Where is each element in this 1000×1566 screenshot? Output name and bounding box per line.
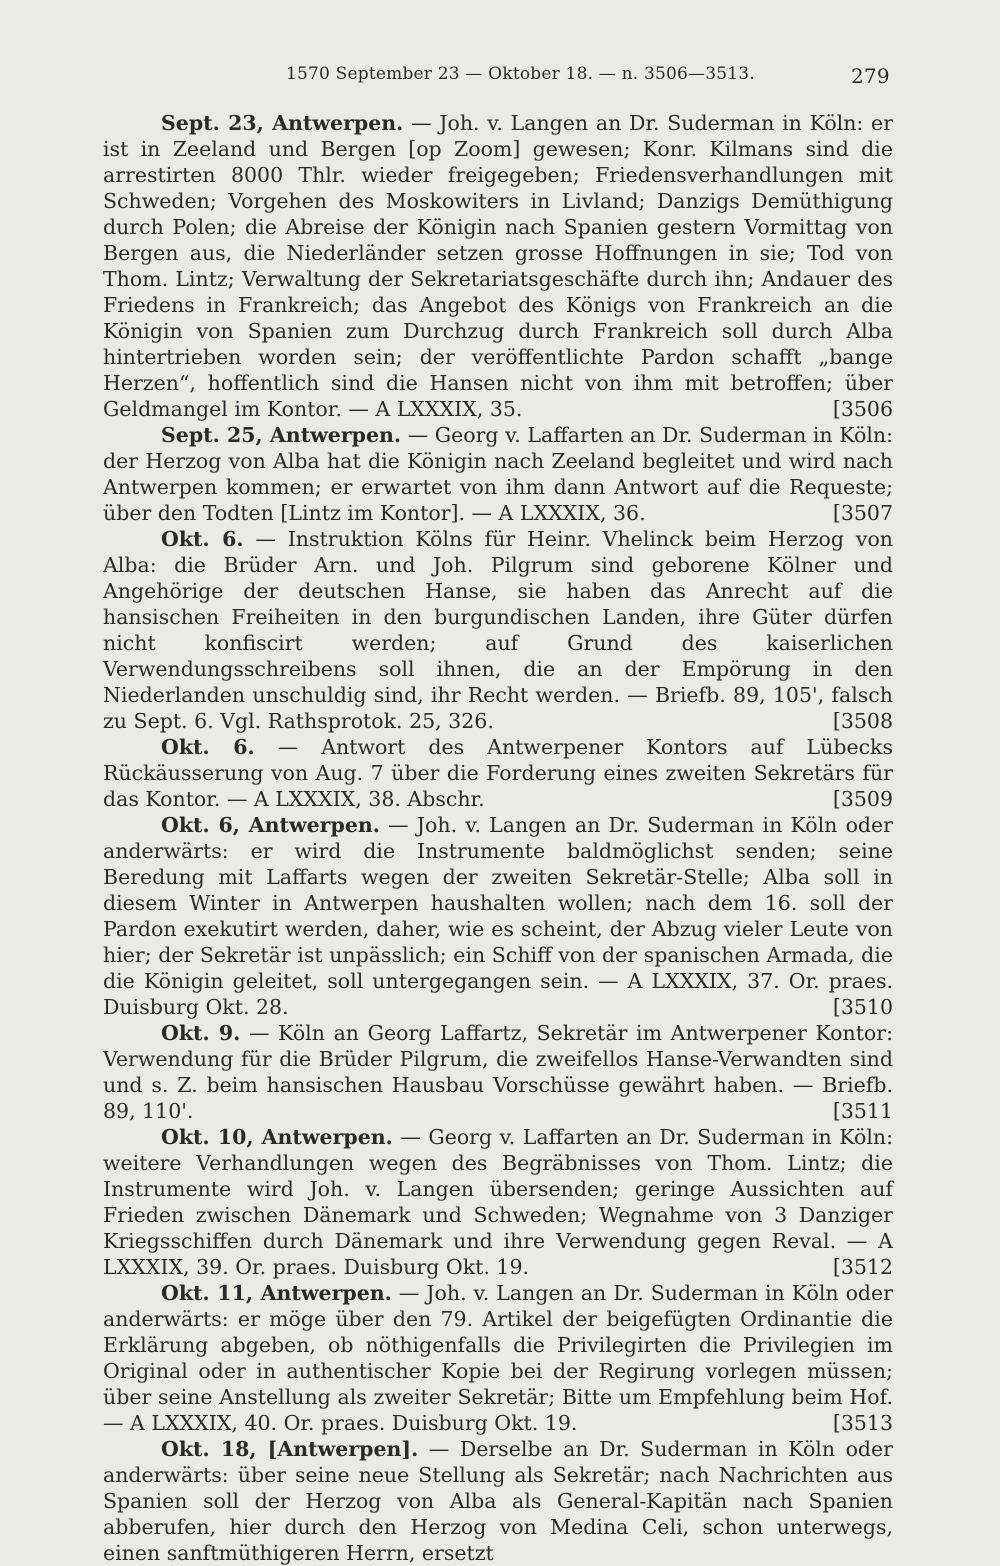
entry-date-place: Sept. 25, Antwerpen. [161,423,402,447]
entry-number: [3513 [832,1411,893,1435]
entry-3513 [103,1280,893,1436]
entry-date-place: Okt. 9. [161,1021,241,1045]
entry-continued [103,1436,893,1566]
entry-text: — Georg v. Laffarten an Dr. Suderman in Köln: weitere Verhandlungen wegen des Begräbnisses von Thom. Lintz; die Instrumente wird Joh. v. Langen übersenden; geringe Aussichten auf Frieden zwischen Dänemark und Schweden; Wegnahme von 3 Danziger Kriegsschiffen durch Dänemark und ihre Verwendung gegen Reval. — A LXXXIX, 39. Or. praes. Duisburg Okt. 19. [103,1125,893,1279]
entry-number: [3511 [832,1099,893,1123]
entry-date-place: Okt. 6. [161,527,244,551]
entry-text: — Joh. v. Langen an Dr. Suderman in Köln oder anderwärts: er möge über den 79. Artikel der beigefügten Ordinantie die Erklärung abgeben, ob nöthigenfalls die Privilegirten die Privilegien im Original oder in authentischer Kopie bei der Regirung vorlegen müssen; über seine Anstellung als zweiter Sekretär; Bitte um Empfehlung beim Hof. — A LXXXIX, 40. Or. praes. Duisburg Okt. 19. [103,1281,893,1435]
entry-text: — Joh. v. Langen an Dr. Suderman in Köln oder anderwärts: er wird die Instrumente baldmöglichst senden; seine Beredung mit Laffarts wegen der zweiten Sekretär-Stelle; Alba soll in diesem Winter in Antwerpen haushalten wollen; nach dem 16. soll der Pardon exekutirt werden, daher, wie es scheint, der Abzug vieler Leute von hier; der Sekretär ist unpässlich; ein Schiff von der spanischen Armada, die die Königin geleitet, soll untergegangen sein. — A LXXXIX, 37. Or. praes. Duisburg Okt. 28. [103,813,893,1019]
entry-date-place: Okt. 10, Antwerpen. [161,1125,393,1149]
entry-text: — Instruktion Kölns für Heinr. Vhelinck beim Herzog von Alba: die Brüder Arn. und Joh. Pilgrum sind geborene Kölner und Angehörige der deutschen Hanse, sie haben das Anrecht auf die hansischen Freiheiten in den burgundischen Landen, ihre Güter dürfen nicht konfiscirt werden; auf Grund des kaiserlichen Verwendungsschreibens soll ihnen, die an der Empörung in den Niederlanden unschuldig sind, ihr Recht werden. — Briefb. 89, 105', falsch zu Sept. 6. Vgl. Rathsprotok. 25, 326. [103,527,893,733]
entry-3506 [103,110,893,422]
entry-date-place: Okt. 6, Antwerpen. [161,813,380,837]
entry-text: — Derselbe an Dr. Suderman in Köln oder anderwärts: über seine neue Stellung als Sekretär; nach Nachrichten aus Spanien soll der Herzog von Alba als General-Kapitän nach Spanien abberufen, hier durch den Herzog von Medina Celi, schon unterwegs, einen sanftmüthigeren Herrn, ersetzt [103,1437,893,1565]
entry-text: — Köln an Georg Laffartz, Sekretär im Antwerpener Kontor: Verwendung für die Brüder Pilgrum, die zweifellos Hanse-Verwandten sind und s. Z. beim hansischen Hausbau Vorschüsse gewährt haben. — Briefb. 89, 110'. [103,1021,893,1123]
entry-3507 [103,422,893,526]
entry-number: [3510 [832,995,893,1019]
page-body [103,110,893,1566]
entry-3511 [103,1020,893,1124]
entry-3510 [103,812,893,1020]
running-header [0,62,1000,92]
entry-3508 [103,526,893,734]
entry-text: — Joh. v. Langen an Dr. Suderman in Köln: er ist in Zeeland und Bergen [op Zoom] gewesen; Konr. Kilmans sind die arrestirten 8000 Thlr. wieder freigegeben; Friedensverhandlungen mit Schweden; Vorgehen des Moskowiters in Livland; Danzigs Demüthigung durch Polen; die Abreise der Königin nach Spanien gestern Vormittag von Bergen aus, die Niederländer setzen grosse Hoffnungen in sie; Tod von Thom. Lintz; Verwaltung der Sekretariatsgeschäfte durch ihn; Andauer des Friedens in Frankreich; das Angebot des Königs von Frankreich an die Königin von Spanien zum Durchzug durch Frankreich soll durch Alba hintertrieben worden sein; der veröffentlichte Pardon schafft „bange Herzen“, hoffentlich sind die Hansen nicht von ihm mit betroffen; über Geldmangel im Kontor. — A LXXXIX, 35. [103,111,893,421]
entry-3512 [103,1124,893,1280]
entry-number: [3509 [832,787,893,811]
entry-date-place: Okt. 11, Antwerpen. [161,1281,392,1305]
running-title: 1570 September 23 — Oktober 18. — n. 3506—3513. [286,64,755,84]
entry-text: — Antwort des Antwerpener Kontors auf Lübecks Rückäusserung von Aug. 7 über die Forderung eines zweiten Sekretärs für das Kontor. — A LXXXIX, 38. Abschr. [103,735,893,811]
entry-date-place: Okt. 6. [161,735,255,759]
entry-number: [3507 [832,501,893,525]
entry-number: [3512 [832,1255,893,1279]
entry-date-place: Okt. 18, [Antwerpen]. [161,1437,419,1461]
entry-number: [3506 [832,397,893,421]
page-number: 279 [851,64,890,88]
entry-number: [3508 [832,709,893,733]
entry-3509 [103,734,893,812]
entry-date-place: Sept. 23, Antwerpen. [161,111,404,135]
entry-text: — Georg v. Laffarten an Dr. Suderman in Köln: der Herzog von Alba hat die Königin nach Zeeland begleitet und wird nach Antwerpen kommen; er erwartet von ihm dann Antwort auf die Requeste; über den Todten [Lintz im Kontor]. — A LXXXIX, 36. [103,423,893,525]
